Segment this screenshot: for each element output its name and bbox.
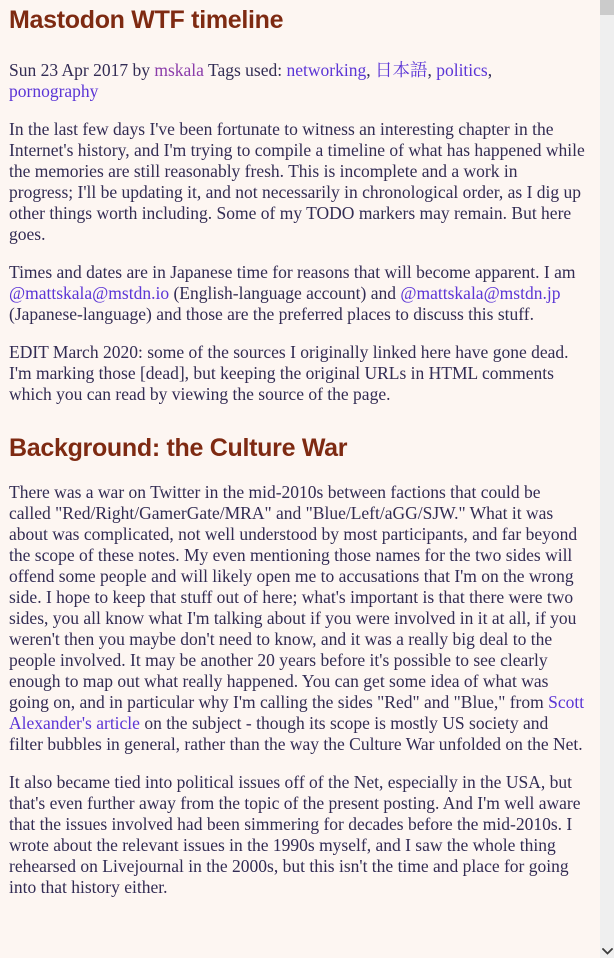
byline-and-tags bbox=[9, 60, 585, 102]
scrollbar-down-button[interactable] bbox=[600, 943, 614, 958]
paragraph-accounts bbox=[9, 262, 585, 325]
text-run: Sun 23 Apr 2017 by bbox=[9, 60, 155, 80]
text-run: , bbox=[487, 60, 493, 80]
tag-link-japanese[interactable]: 日本語 bbox=[374, 60, 428, 80]
text-run: In the last few days I've been fortunate to witness an interesting chapter in the Internet's history, and I'm trying to compile a timeline of what has happened while the memories are still reasonably fresh. This is incomplete and a work in progress; I'll be updating it, and not necessarily in chronological order, as I dig up other things worth including. Some of my TODO markers may remain. But here goes. bbox=[9, 119, 585, 244]
tag-link-politics[interactable]: politics bbox=[436, 60, 488, 80]
mstdn-jp-account-link[interactable]: @mattskala@mstdn.jp bbox=[400, 283, 561, 303]
tag-link-networking[interactable]: networking bbox=[286, 60, 367, 80]
text-run: , bbox=[427, 60, 437, 80]
scott-alexander-article-link[interactable]: Scott Alexander's article bbox=[9, 692, 585, 733]
paragraph-politics bbox=[9, 772, 585, 898]
text-run: , bbox=[366, 60, 375, 80]
text-run: It also became tied into political issues off of the Net, especially in the USA, but that's even further away from the topic of the present posting. And I'm well aware that the issues involved had been simmering for decades before the mid-2010s. I wrote about the relevant issues in the 1990s myself, and I saw the whole thing rehearsed on Livejournal in the 2000s, but this isn't the time and place for going into that history either. bbox=[9, 772, 581, 897]
text-run: (Japanese-language) and those are the preferred places to discuss this stuff. bbox=[9, 304, 534, 324]
paragraph-intro bbox=[9, 119, 585, 245]
author-link[interactable]: mskala bbox=[154, 60, 204, 80]
text-run: EDIT March 2020: some of the sources I originally linked here have gone dead. I'm marking those [dead], but keeping the original URLs in HTML comments which you can read by viewing the source of the page. bbox=[9, 342, 569, 404]
scrollbar[interactable] bbox=[600, 0, 614, 958]
tag-link-pornography[interactable]: pornography bbox=[9, 81, 99, 101]
paragraph-culture-war bbox=[9, 482, 585, 755]
mstdn-io-account-link[interactable]: @mattskala@mstdn.io bbox=[9, 283, 170, 303]
text-run: on the subject - though its scope is mostly US society and filter bubbles in general, rather than the way the Culture War unfolded on the Net. bbox=[9, 713, 583, 754]
page-title: Mastodon WTF timeline bbox=[9, 6, 284, 34]
chevron-down-icon bbox=[602, 948, 613, 955]
text-run: (English-language account) and bbox=[169, 283, 401, 303]
text-run: Times and dates are in Japanese time for reasons that will become apparent. I am bbox=[9, 262, 576, 282]
text-run: Tags used: bbox=[203, 60, 287, 80]
scrollbar-thumb[interactable] bbox=[600, 0, 614, 15]
text-run: There was a war on Twitter in the mid-2010s between factions that could be called "Red/Right/GamerGate/MRA" and "Blue/Left/aGG/SJW." What it was about was complicated, not well understood by most participants, and far beyond the scope of these notes. My even mentioning those names for the two sides will offend some people and will likely open me to accusations that I'm on the wrong side. I hope to keep that stuff out of here; what's important is that there were two sides, you all know what I'm talking about if you were involved in it at all, if you weren't then you maybe don't need to know, and it was a really big deal to the people involved. It may be another 20 years before it's possible to see clearly enough to map out what really happened. You can get some idea of what was going on, and in particular why I'm calling the sides "Red" and "Blue," from bbox=[9, 482, 578, 712]
paragraph-edit-note bbox=[9, 342, 585, 405]
section-heading-background: Background: the Culture War bbox=[9, 434, 348, 462]
